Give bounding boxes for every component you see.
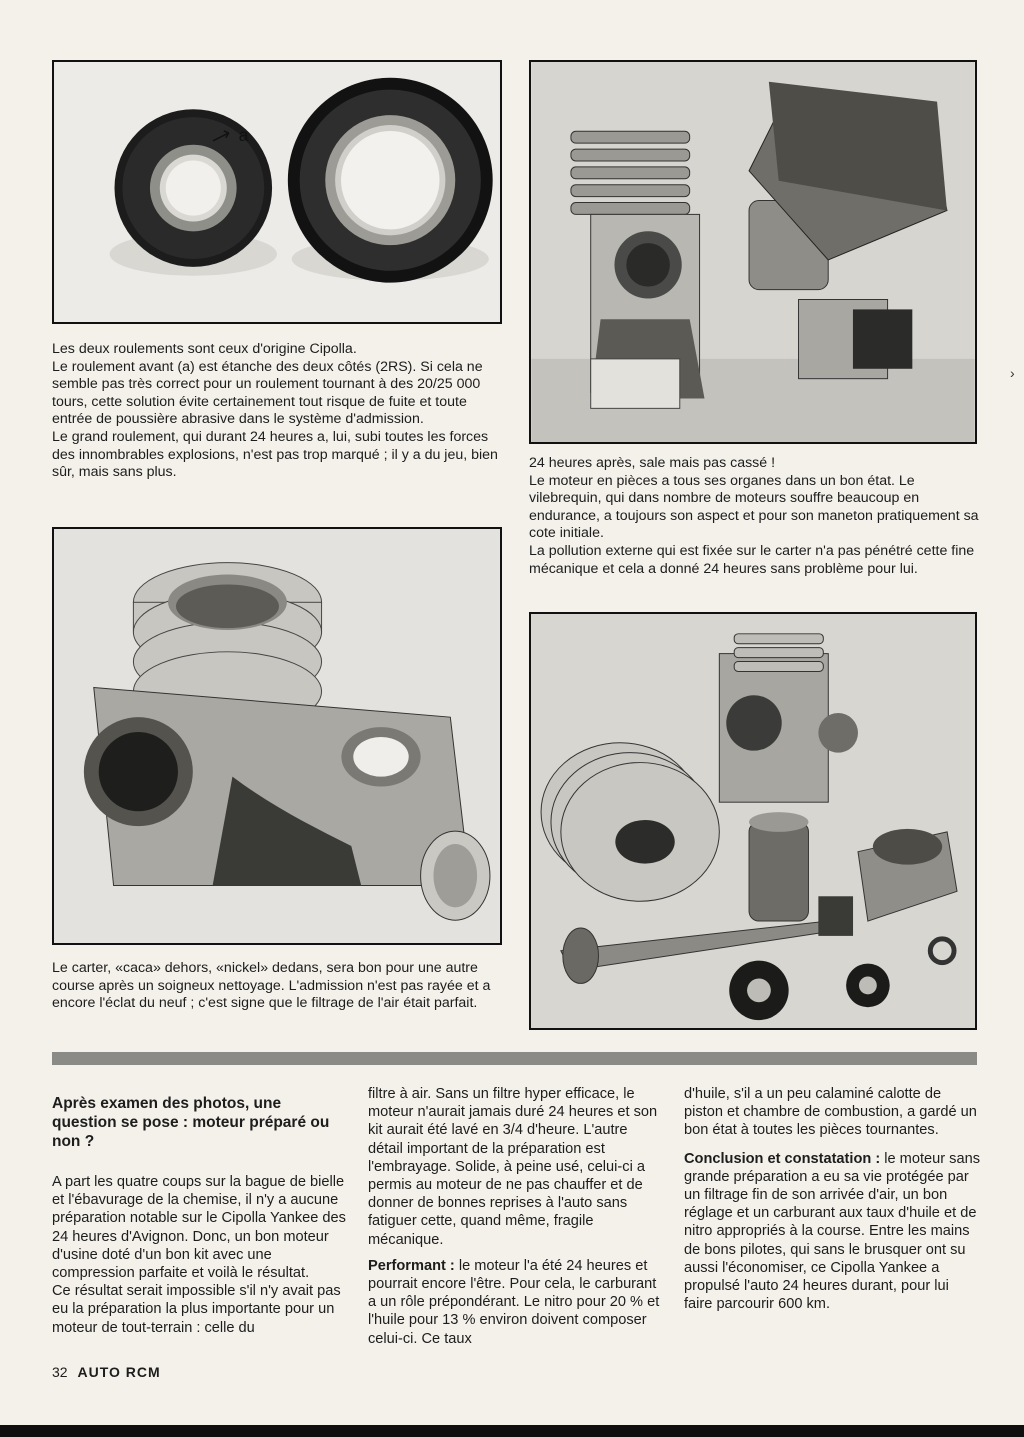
page-number: 32 <box>52 1364 68 1380</box>
carter-caption-text: Le carter, «caca» dehors, «nickel» dedans, sera bon pour une autre course après un soigneux nettoyage. L'admission n'est pas rayée et a encore l'éclat du neuf ; c'est signe que le filtrage de l'air était parfait. <box>52 960 491 1012</box>
col1-paragraph-1: A part les quatre coups sur la bague de bielle et l'ébavurage de la chemise, il n'y a aucune préparation notable sur le Cipolla Yankee des 24 heures d'Avignon. Donc, un bon moteur d'usine doté d'un bon kit avec une compression parfaite et voilà le résultat. <box>52 1174 346 1282</box>
col3-lead: Conclusion et constatation : <box>684 1150 881 1167</box>
engine-parts-photo <box>529 612 977 1030</box>
section-divider <box>52 1052 977 1065</box>
col2-lead: Performant : <box>368 1257 455 1274</box>
col2-text: le moteur l'a été 24 heures et pourrait encore l'être. Pour cela, le carburant a un rôle prépondérant. Le nitro pour 20 % et l'huile pour 13 % environ doivent composer celui-ci. Ce taux <box>368 1257 660 1347</box>
article-heading: Après examen des photos, une question se pose : moteur préparé ou non ? <box>52 1095 330 1150</box>
bearings-caption-line3: Le grand roulement, qui durant 24 heures a, lui, subi toutes les forces des innombrables explosions, n'est pas trop marqué ; il y a du jeu, bien sûr, mais sans plus. <box>52 428 498 481</box>
right-edge-mark: › <box>1010 365 1015 381</box>
bearings-photo <box>52 60 502 324</box>
bearings-caption-line1: Les deux roulements sont ceux d'origine Cipolla. <box>52 341 357 357</box>
scan-edge-band <box>0 1425 1024 1437</box>
engine-caption-line1: 24 heures après, sale mais pas cassé ! <box>529 455 776 471</box>
page-footer <box>52 1364 161 1380</box>
bearings-caption-line2: Le roulement avant (a) est étanche des deux côtés (2RS). Si cela ne semble pas très correct pour un roulement tournant à des 20/25 000 tours, cette solution évite certainement tout risque de fuite et toute entrée de poussière abrasive dans le système d'admission. <box>52 358 483 428</box>
engine-assembled-photo <box>529 60 977 444</box>
article-column-2 <box>368 1085 664 1348</box>
engine-caption <box>529 455 979 578</box>
col2-paragraph-2 <box>368 1257 664 1348</box>
carter-photo <box>52 527 502 945</box>
col2-paragraph-1: filtre à air. Sans un filtre hyper efficace, le moteur n'aurait jamais duré 24 heures et son kit aurait été lavé en 3/4 d'heure. L'autre détail important de la préparation est l'embrayage. Solide, à peine usé, celui-ci a permis au moteur de ne pas chauffer et de donner de bonnes reprises à l'auto sans fatiguer cette, quand même, fragile mécanique. <box>368 1086 658 1248</box>
col3-text: le moteur sans grande préparation a eu sa vie protégée par un filtrage fin de son arrivée d'air, un bon réglage et un carburant aux taux d'huile et de nitro appropriés à la course. Entre les mains de bons pilotes, qui sans le brusquer ont su aussi l'économiser, ce Cipolla Yankee a propulsé l'auto 24 heures durant, pour lui faire parcourir 600 km. <box>684 1150 980 1313</box>
article-column-1 <box>52 1094 348 1337</box>
col3-paragraph-2 <box>684 1150 980 1314</box>
magazine-name: AUTO RCM <box>77 1364 161 1380</box>
engine-caption-line2: Le moteur en pièces a tous ses organes dans un bon état. Le vilebrequin, qui dans nombre de moteurs souffre beaucoup en endurance, a toujours son aspect et pour son maneton pratiquement sa cote initiale. <box>529 472 979 542</box>
col1-paragraph-2: Ce résultat serait impossible s'il n'y avait pas eu la préparation la plus importante pour un moteur de tout-terrain : celle du <box>52 1283 341 1336</box>
bearings-caption <box>52 341 502 482</box>
col3-paragraph-1: d'huile, s'il a un peu calaminé calotte de piston et chambre de combustion, a gardé un bon état à toutes les pièces tournantes. <box>684 1086 977 1139</box>
engine-caption-line3: La pollution externe qui est fixée sur le carter n'a pas pénétré cette fine mécanique et cela a donné 24 heures sans problème pour lui. <box>529 542 975 577</box>
carter-caption <box>52 960 502 1013</box>
article-column-3 <box>684 1085 980 1313</box>
bearing-label-a: a <box>238 124 249 145</box>
